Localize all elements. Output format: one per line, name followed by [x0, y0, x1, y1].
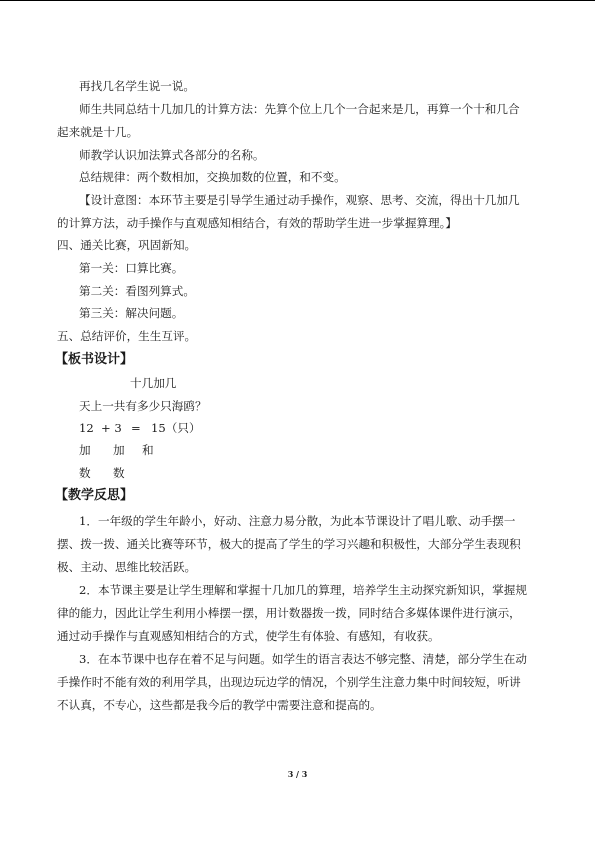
label-number: 数 [79, 466, 91, 480]
text-line: 第三关：解决问题。 [79, 306, 184, 320]
header-rule [0, 0, 595, 1]
text-line: 总结规律：两个数相加，交换加数的位置，和不变。 [79, 170, 346, 184]
reflection-line: 摆、拨一拨、通关比赛等环节，极大的提高了学生的学习兴趣和积极性，大部分学生表现积 [57, 537, 521, 551]
equation-addend-2: + 3 [101, 421, 122, 435]
text-line: 第一关：口算比赛。 [79, 261, 184, 275]
text-line: 第二关：看图列算式。 [79, 284, 195, 298]
reflection-line: 3．在本节课中也存在着不足与问题。如学生的语言表达不够完整、清楚，部分学生在动 [79, 652, 527, 666]
equation-equals: = [131, 421, 141, 435]
board-title: 十几加几 [130, 376, 177, 390]
equation-labels-row1 [79, 443, 279, 458]
label-sum: 和 [142, 443, 154, 457]
reflection-line: 2．本节课主要是让学生理解和掌握十几加几的算理，培养学生主动探究新知识，掌握规 [79, 583, 527, 597]
board-equation [79, 421, 279, 436]
text-line: 起来就是十几。 [57, 125, 139, 139]
equation-result: 15（只） [151, 421, 201, 435]
reflection-line: 通过动手操作与直观感知相结合的方式，使学生有体验、有感知，有收获。 [57, 629, 440, 643]
board-question: 天上一共有多少只海鸥？ [79, 399, 207, 413]
reflection-line: 律的能力，因此让学生利用小棒摆一摆，用计数器拨一拨，同时结合多媒体课件进行演示， [57, 606, 521, 620]
section-heading: 五、总结评价，生生互评。 [57, 329, 197, 343]
reflection-line: 不认真，不专心，这些都是我今后的教学中需要注意和提高的。 [57, 698, 382, 712]
text-line: 【设计意图：本环节主要是引导学生通过动手操作，观察、思考、交流，得出十几加几 [79, 193, 520, 207]
label-addend: 加 [113, 443, 125, 457]
reflection-heading: 【教学反思】 [55, 488, 134, 503]
reflection-line: 手操作时不能有效的利用学具，出现边玩边学的情况，个别学生注意力集中时间较短，听讲 [57, 675, 521, 689]
text-line: 的计算方法，动手操作与直观感知相结合，有效的帮助学生进一步掌握算理。】 [57, 216, 457, 230]
label-addend: 加 [79, 443, 91, 457]
text-line: 师教学认识加法算式各部分的名称。 [79, 148, 265, 162]
reflection-line: 1．一年级的学生年龄小，好动、注意力易分散，为此本节课设计了唱儿歌、动手摆一 [79, 514, 516, 528]
equation-addend-1: 12 [79, 421, 94, 435]
equation-labels-row2 [79, 466, 279, 481]
board-design-heading: 【板书设计】 [55, 352, 134, 367]
label-number: 数 [113, 466, 125, 480]
text-line: 师生共同总结十几加几的计算方法：先算个位上几个一合起来是几，再算一个十和几合 [79, 102, 520, 116]
page-number: 3 / 3 [287, 769, 308, 779]
text-line: 再找几名学生说一说。 [79, 79, 195, 93]
section-heading: 四、通关比赛，巩固新知。 [57, 238, 197, 252]
reflection-line: 极、主动、思维比较活跃。 [57, 560, 197, 574]
